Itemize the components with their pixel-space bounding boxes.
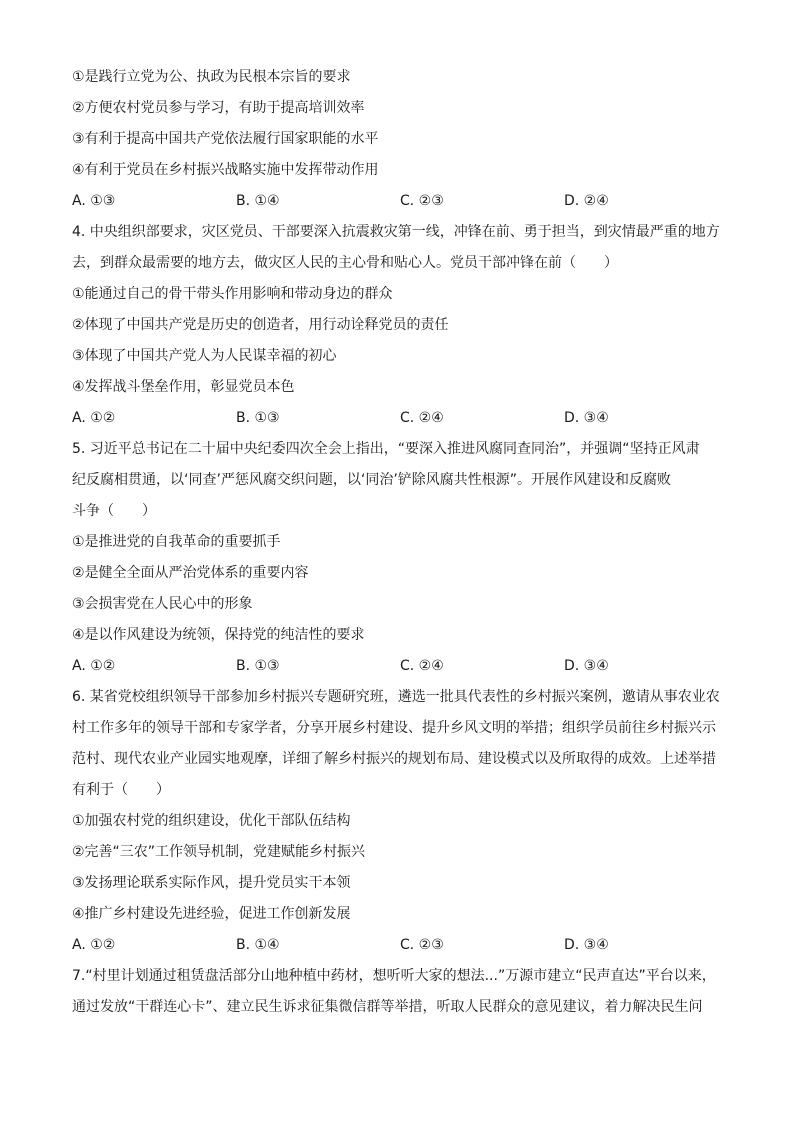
choice-item-4: ④有利于党员在乡村振兴战略实施中发挥带动作用 (72, 162, 379, 178)
answer-options (72, 930, 732, 961)
choice-item-2: ②方便农村党员参与学习，有助于提高培训效率 (72, 100, 365, 116)
answer-options (72, 403, 732, 434)
question-stem-line: 通过发放“干群连心卡”、建立民生诉求征集微信群等举措，听取人民群众的意见建议，着力解决民生问 (72, 999, 703, 1015)
question-stem-line: 7.“村里计划通过租赁盘活部分山地种植中药材，想听听大家的想法...”万源市建立“民声直达”平台以来， (72, 968, 716, 984)
choice-item-3: ③发扬理论联系实际作风，提升党员实干本领 (72, 875, 351, 891)
question-stem-line: 6. 某省党校组织领导干部参加乡村振兴专题研究班，遴选一批具代表性的乡村振兴案例，邀请从事农业农 (72, 689, 720, 705)
question-stem-line: 去，到群众最需要的地方去，做灾区人民的主心骨和贴心人。党员干部冲锋在前（ ） (72, 255, 618, 271)
choice-item-3: ③有利于提高中国共产党依法履行国家职能的水平 (72, 131, 379, 147)
option-d: D. ②④ (564, 193, 609, 209)
option-c: C. ②④ (400, 658, 444, 674)
choice-item-2: ②是健全全面从严治党体系的重要内容 (72, 565, 309, 581)
option-c: C. ②③ (400, 937, 444, 953)
question-stem-line: 村工作多年的领导干部和专家学者，分享开展乡村建设、提升乡风文明的举措；组织学员前往乡村振兴示 (72, 720, 716, 736)
question-stem-line: 4. 中央组织部要求，灾区党员、干部要深入抗震救灾第一线，冲锋在前、勇于担当，到灾情最严重的地方 (72, 224, 720, 240)
choice-item-2: ②体现了中国共产党是历史的创造者，用行动诠释党员的责任 (72, 317, 449, 333)
question-stem-line: 斗争（ ） (72, 503, 156, 519)
choice-item-1: ①加强农村党的组织建设，优化干部队伍结构 (72, 813, 351, 829)
choice-item-3: ③会损害党在人民心中的形象 (72, 596, 253, 612)
question-stem-line: 5. 习近平总书记在二十届中央纪委四次全会上指出，“要深入推进风腐同查同治”，并强调“坚持正风肃 (72, 441, 700, 457)
choice-item-3: ③体现了中国共产党人为人民谋幸福的初心 (72, 348, 337, 364)
option-b: B. ①④ (236, 937, 280, 953)
option-c: C. ②④ (400, 410, 444, 426)
option-d: D. ③④ (564, 937, 609, 953)
question-stem-line: 有利于（ ） (72, 782, 170, 798)
choice-item-1: ①能通过自己的骨干带头作用影响和带动身边的群众 (72, 286, 393, 302)
question-4 (72, 217, 732, 434)
choice-item-2: ②完善“三农”工作领导机制，党建赋能乡村振兴 (72, 844, 366, 860)
answer-options (72, 651, 732, 682)
choice-item-4: ④发挥战斗堡垒作用，彰显党员本色 (72, 379, 295, 395)
choice-item-1: ①是践行立党为公、执政为民根本宗旨的要求 (72, 69, 351, 85)
option-b: B. ①③ (236, 658, 280, 674)
option-a: A. ①② (72, 658, 116, 674)
option-c: C. ②③ (400, 193, 444, 209)
question-stem-line: 纪反腐相贯通，以‘同查’严惩风腐交织问题，以‘同治’铲除风腐共性根源”。开展作风建设和反腐败 (72, 472, 672, 488)
question-stem-line: 范村、现代农业产业园实地观摩，详细了解乡村振兴的规划布局、建设模式以及所取得的成效。上述举措 (72, 751, 716, 767)
choice-item-4: ④推广乡村建设先进经验，促进工作创新发展 (72, 906, 351, 922)
option-b: B. ①④ (236, 193, 280, 209)
question-5 (72, 434, 732, 682)
option-b: B. ①③ (236, 410, 280, 426)
question-3 (72, 62, 732, 217)
choice-item-4: ④是以作风建设为统领，保持党的纯洁性的要求 (72, 627, 365, 643)
option-d: D. ③④ (564, 410, 609, 426)
question-7 (72, 961, 732, 1023)
option-a: A. ①② (72, 937, 116, 953)
question-6 (72, 682, 732, 961)
document-page (72, 62, 732, 1023)
option-a: A. ①③ (72, 193, 116, 209)
option-d: D. ③④ (564, 658, 609, 674)
choice-item-1: ①是推进党的自我革命的重要抓手 (72, 534, 281, 550)
answer-options (72, 186, 732, 217)
option-a: A. ①② (72, 410, 116, 426)
